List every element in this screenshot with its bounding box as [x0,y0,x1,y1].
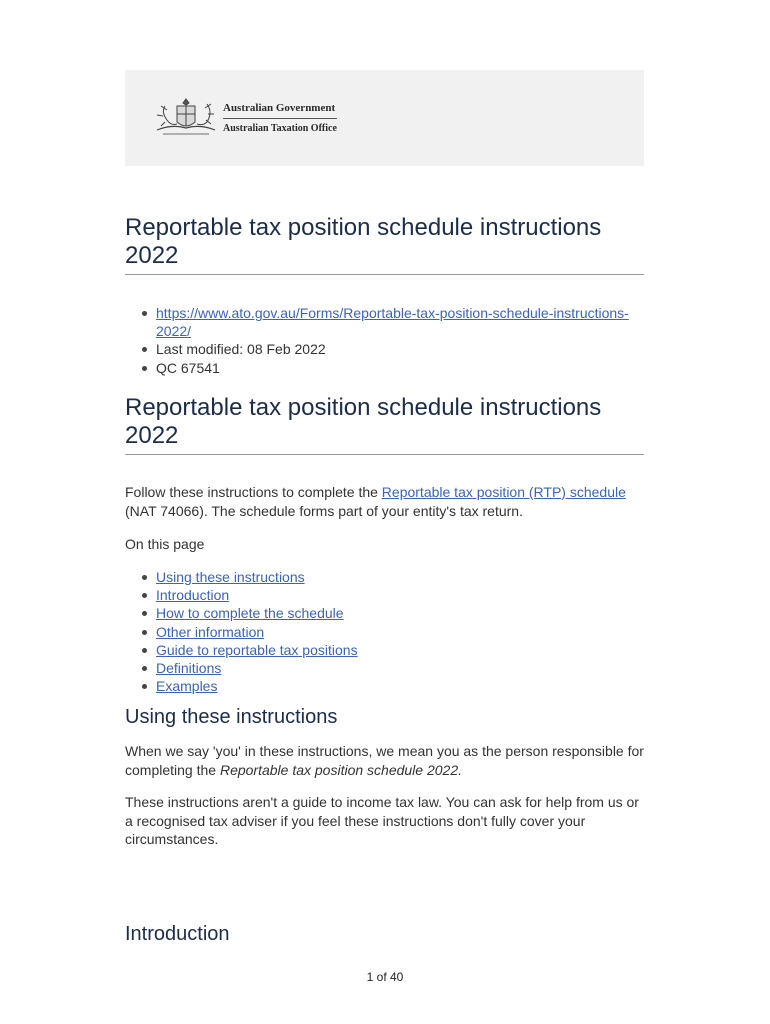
coat-of-arms-icon [153,96,219,140]
table-of-contents [125,568,644,695]
source-url-link[interactable]: https://www.ato.gov.au/Forms/Reportable-tax-position-schedule-instructions-2022/ [156,305,629,340]
section-heading-introduction: Introduction [125,923,230,945]
rtp-schedule-link[interactable]: Reportable tax position (RTP) schedule [381,484,626,500]
meta-qc: QC 67541 [125,359,644,377]
toc-item [125,604,644,622]
section-heading-using: Using these instructions [125,706,338,728]
toc-link-introduction[interactable]: Introduction [156,587,230,604]
page-title: Reportable tax position schedule instructions 2022 [125,214,644,275]
toc-item [125,659,644,677]
toc-item [125,623,644,641]
toc-link-other-information[interactable]: Other information [156,623,265,640]
on-this-page-label: On this page [125,536,205,552]
intro-text-before: Follow these instructions to complete the [125,484,382,500]
toc-link-using-these-instructions[interactable]: Using these instructions [156,569,305,585]
logo-text [223,102,337,135]
meta-list [125,304,644,377]
meta-last-modified: Last modified: 08 Feb 2022 [125,340,644,358]
toc-link-definitions[interactable]: Definitions [156,660,222,677]
ato-logo [153,96,337,140]
logo-line-government: Australian Government [223,102,337,119]
toc-item [125,586,644,604]
toc-link-examples[interactable]: Examples [156,678,218,695]
logo-line-ato: Australian Taxation Office [223,122,337,134]
intro-text-after: (NAT 74066). The schedule forms part of your entity's tax return. [125,502,523,519]
toc-item [125,677,644,695]
using-paragraph-2: These instructions aren't a guide to income tax law. You can ask for help from us or a recognised tax adviser if you feel these instructions don't fully cover your circumstances. [125,794,639,847]
header-banner [125,70,644,166]
main-heading: Reportable tax position schedule instructions 2022 [125,394,644,455]
intro-paragraph [125,483,644,520]
using-p1-text: When we say 'you' in these instructions, we mean you as the person responsible for completing the [125,743,644,778]
meta-url-item [125,304,644,340]
using-paragraph-1 [125,742,644,779]
toc-item [125,568,644,586]
page-number: 1 of 40 [366,970,404,984]
toc-item [125,641,644,659]
toc-link-how-to-complete[interactable]: How to complete the schedule [156,605,344,622]
using-p1-italic: Reportable tax position schedule 2022. [219,761,463,778]
toc-link-guide[interactable]: Guide to reportable tax positions [156,641,358,658]
